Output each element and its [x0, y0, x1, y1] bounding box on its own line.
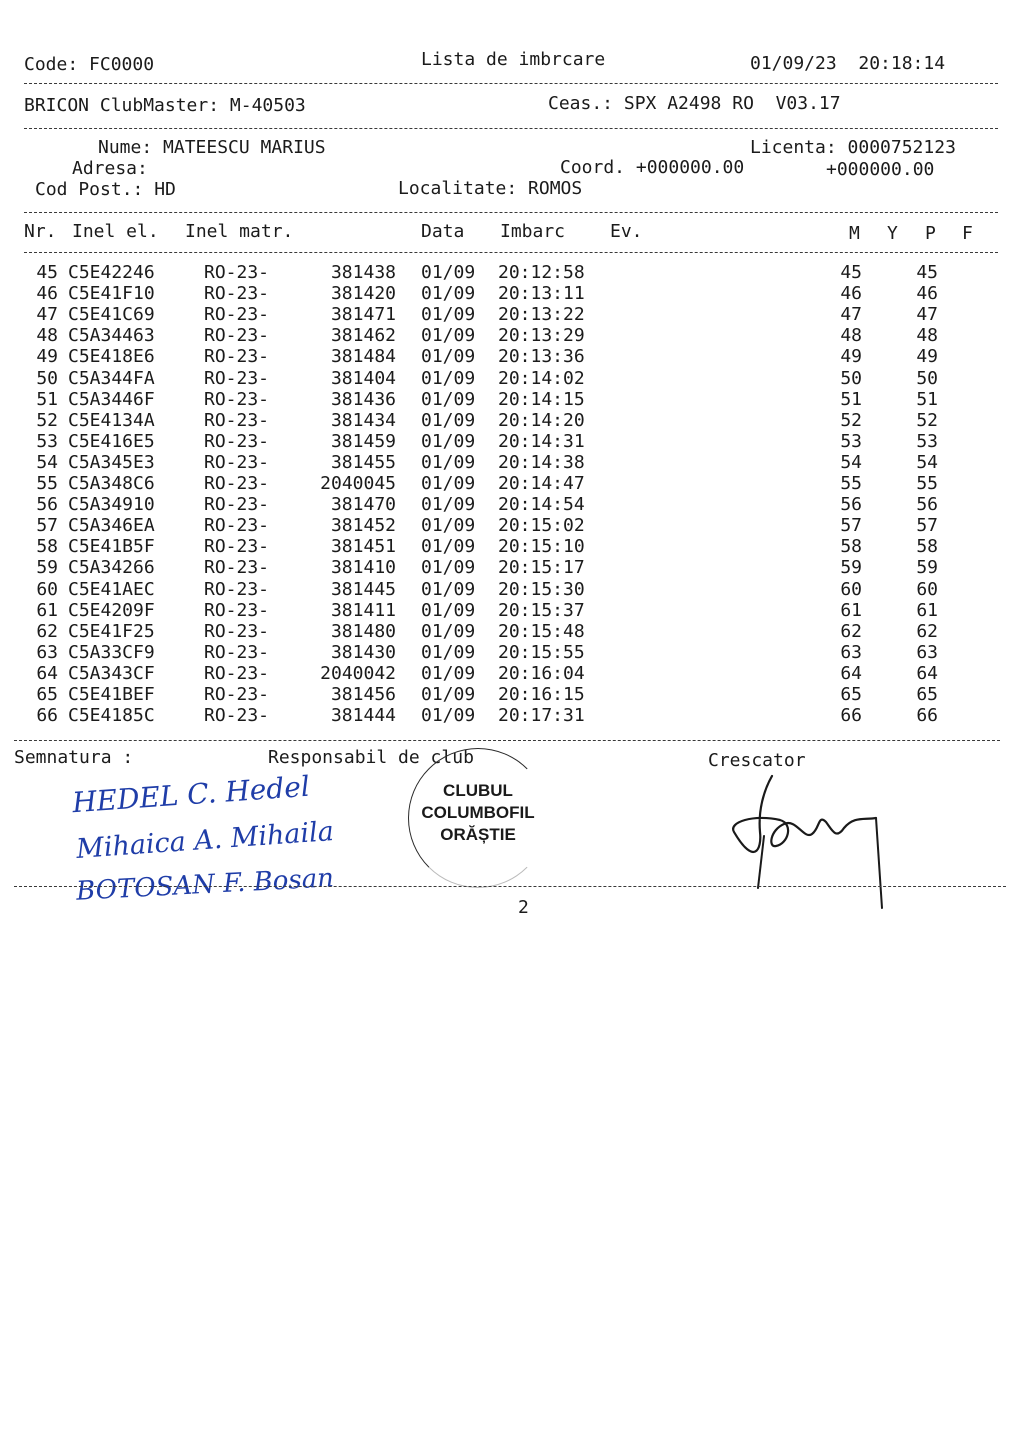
cell-m: 49	[840, 346, 862, 368]
cell-time: 20:12:58	[498, 262, 585, 283]
cell-p: 49	[916, 346, 938, 368]
cell-date: 01/09	[421, 262, 476, 283]
table-row	[0, 705, 1024, 726]
cell-el: C5A344FA	[68, 367, 155, 389]
col-data: Data	[421, 221, 465, 242]
cell-time: 20:16:15	[498, 684, 585, 705]
table-row	[0, 325, 1024, 346]
table-row	[0, 262, 1024, 283]
cell-pre: RO-23-	[204, 409, 270, 431]
cell-pre: RO-23-	[204, 494, 270, 516]
cell-date: 01/09	[421, 388, 476, 410]
cell-matr: 381480	[330, 620, 396, 642]
cell-pre: RO-23-	[204, 578, 270, 600]
cell-time: 20:16:04	[498, 662, 585, 684]
cell-m: 65	[840, 684, 862, 705]
cell-matr: 381484	[330, 346, 396, 368]
owner-postal-code: Cod Post.: HD	[35, 179, 176, 200]
stamp-line: COLUMBOFIL	[421, 803, 535, 822]
cell-date: 01/09	[421, 620, 476, 642]
table-row	[0, 579, 1024, 600]
divider	[24, 128, 998, 129]
col-imbarc: Imbarc	[500, 221, 566, 242]
cell-el: C5E42246	[68, 262, 155, 283]
cell-nr: 65	[36, 684, 58, 705]
cell-nr: 47	[36, 304, 58, 326]
cell-nr: 49	[36, 346, 58, 368]
cell-pre: RO-23-	[204, 325, 270, 347]
cell-pre: RO-23-	[204, 430, 270, 452]
cell-m: 61	[840, 599, 862, 621]
cell-time: 20:15:17	[498, 557, 585, 579]
col-m: M	[849, 223, 860, 244]
cell-nr: 48	[36, 325, 58, 347]
cell-p: 63	[916, 641, 938, 663]
cell-p: 52	[916, 409, 938, 431]
cell-matr: 381430	[330, 641, 396, 663]
divider	[24, 83, 998, 84]
table-row	[0, 515, 1024, 536]
cell-pre: RO-23-	[204, 662, 270, 684]
cell-p: 55	[916, 473, 938, 494]
table-row	[0, 663, 1024, 684]
cell-date: 01/09	[421, 515, 476, 537]
cell-matr: 381452	[330, 515, 396, 537]
cell-time: 20:14:20	[498, 409, 585, 431]
cell-el: C5A345E3	[68, 451, 155, 473]
table-row	[0, 557, 1024, 578]
cell-p: 45	[916, 262, 938, 283]
cell-time: 20:14:31	[498, 430, 585, 452]
cell-matr: 381445	[330, 578, 396, 600]
cell-date: 01/09	[421, 536, 476, 558]
cell-nr: 53	[36, 430, 58, 452]
cell-date: 01/09	[421, 367, 476, 389]
cell-matr: 381470	[330, 494, 396, 516]
cell-time: 20:13:36	[498, 346, 585, 368]
cell-time: 20:14:02	[498, 367, 585, 389]
cell-nr: 54	[36, 451, 58, 473]
cell-m: 47	[840, 304, 862, 326]
cell-nr: 62	[36, 620, 58, 642]
divider	[24, 252, 998, 253]
signature-label: Semnatura :	[14, 747, 134, 768]
cell-pre: RO-23-	[204, 536, 270, 558]
cell-p: 62	[916, 620, 938, 642]
col-y: Y	[887, 223, 898, 244]
cell-p: 58	[916, 536, 938, 558]
divider	[14, 886, 1006, 887]
cell-pre: RO-23-	[204, 557, 270, 579]
cell-pre: RO-23-	[204, 367, 270, 389]
cell-matr: 381436	[330, 388, 396, 410]
handwritten-signature: HEDEL C. Hedel	[71, 769, 311, 820]
divider	[24, 212, 998, 213]
cell-el: C5A348C6	[68, 473, 155, 494]
cell-nr: 46	[36, 283, 58, 305]
cell-pre: RO-23-	[204, 641, 270, 663]
cell-m: 54	[840, 451, 862, 473]
cell-el: C5A3446F	[68, 388, 155, 410]
cell-el: C5E41BEF	[68, 684, 155, 705]
cell-time: 20:15:48	[498, 620, 585, 642]
document-title: Lista de imbrcare	[421, 49, 606, 70]
cell-nr: 63	[36, 641, 58, 663]
cell-el: C5A34910	[68, 494, 155, 516]
cell-pre: RO-23-	[204, 684, 270, 705]
cell-m: 51	[840, 388, 862, 410]
cell-m: 62	[840, 620, 862, 642]
cell-el: C5E4134A	[68, 409, 155, 431]
col-nr: Nr.	[24, 221, 57, 242]
cell-matr: 2040042	[320, 662, 396, 684]
cell-p: 64	[916, 662, 938, 684]
cell-el: C5A33CF9	[68, 641, 155, 663]
cell-date: 01/09	[421, 684, 476, 705]
cell-m: 55	[840, 473, 862, 494]
cell-matr: 381455	[330, 451, 396, 473]
cell-matr: 381410	[330, 557, 396, 579]
owner-name: Nume: MATEESCU MARIUS	[98, 137, 326, 158]
code-label: Code: FC0000	[24, 54, 155, 75]
cell-matr: 381462	[330, 325, 396, 347]
cell-matr: 381434	[330, 409, 396, 431]
handwritten-signature: Mihaica A. Mihaila	[75, 816, 335, 865]
cell-matr: 381459	[330, 430, 396, 452]
cell-m: 66	[840, 705, 862, 727]
table-row	[0, 684, 1024, 705]
cell-m: 59	[840, 557, 862, 579]
cell-nr: 51	[36, 388, 58, 410]
cell-m: 52	[840, 409, 862, 431]
cell-el: C5E41F10	[68, 283, 155, 305]
cell-m: 60	[840, 578, 862, 600]
cell-m: 53	[840, 430, 862, 452]
cell-p: 60	[916, 578, 938, 600]
cell-nr: 45	[36, 262, 58, 283]
owner-license: Licenta: 0000752123	[750, 137, 956, 158]
cell-p: 57	[916, 515, 938, 537]
stamp-line: ORĂȘTIE	[440, 825, 516, 844]
cell-nr: 50	[36, 367, 58, 389]
owner-locality: Localitate: ROMOS	[398, 178, 583, 199]
cell-m: 46	[840, 283, 862, 305]
cell-el: C5E418E6	[68, 346, 155, 368]
table-row	[0, 346, 1024, 367]
cell-date: 01/09	[421, 451, 476, 473]
cell-time: 20:17:31	[498, 705, 585, 727]
cell-date: 01/09	[421, 409, 476, 431]
cell-el: C5E41F25	[68, 620, 155, 642]
table-row	[0, 621, 1024, 642]
col-ev: Ev.	[610, 221, 643, 242]
club-master: BRICON ClubMaster: M-40503	[24, 95, 306, 116]
cell-time: 20:14:38	[498, 451, 585, 473]
col-f: F	[962, 223, 973, 244]
cell-nr: 55	[36, 473, 58, 494]
table-row	[0, 473, 1024, 494]
cell-pre: RO-23-	[204, 515, 270, 537]
table-row	[0, 304, 1024, 325]
clock-info: Ceas.: SPX A2498 RO V03.17	[548, 93, 841, 114]
cell-el: C5E4209F	[68, 599, 155, 621]
col-inel-matr: Inel matr.	[185, 221, 294, 242]
cell-nr: 66	[36, 705, 58, 727]
cell-time: 20:13:22	[498, 304, 585, 326]
col-p: P	[925, 223, 936, 244]
table-row	[0, 642, 1024, 663]
cell-pre: RO-23-	[204, 346, 270, 368]
breeder-label: Crescator	[708, 750, 806, 771]
cell-m: 48	[840, 325, 862, 347]
cell-matr: 381438	[330, 262, 396, 283]
cell-el: C5A343CF	[68, 662, 155, 684]
cell-pre: RO-23-	[204, 388, 270, 410]
cell-time: 20:14:15	[498, 388, 585, 410]
cell-nr: 57	[36, 515, 58, 537]
cell-m: 45	[840, 262, 862, 283]
cell-date: 01/09	[421, 578, 476, 600]
cell-pre: RO-23-	[204, 599, 270, 621]
table-row	[0, 600, 1024, 621]
cell-el: C5E41AEC	[68, 578, 155, 600]
cell-p: 66	[916, 705, 938, 727]
page-number: 2	[518, 897, 529, 918]
cell-pre: RO-23-	[204, 283, 270, 305]
cell-p: 65	[916, 684, 938, 705]
cell-matr: 381404	[330, 367, 396, 389]
cell-pre: RO-23-	[204, 705, 270, 727]
handwritten-signature: BOTOSAN F. Bosan	[75, 863, 335, 907]
cell-date: 01/09	[421, 325, 476, 347]
owner-coord-2: +000000.00	[826, 159, 935, 180]
cell-matr: 381444	[330, 705, 396, 727]
cell-p: 48	[916, 325, 938, 347]
cell-matr: 381451	[330, 536, 396, 558]
cell-p: 51	[916, 388, 938, 410]
cell-p: 56	[916, 494, 938, 516]
divider	[14, 740, 1000, 741]
cell-nr: 52	[36, 409, 58, 431]
cell-el: C5E416E5	[68, 430, 155, 452]
cell-date: 01/09	[421, 304, 476, 326]
cell-el: C5A34266	[68, 557, 155, 579]
cell-time: 20:13:29	[498, 325, 585, 347]
breeder-signature	[724, 770, 894, 910]
cell-m: 58	[840, 536, 862, 558]
cell-time: 20:14:47	[498, 473, 585, 494]
cell-el: C5E4185C	[68, 705, 155, 727]
table-row	[0, 431, 1024, 452]
cell-m: 56	[840, 494, 862, 516]
col-inel-el: Inel el.	[72, 221, 159, 242]
cell-matr: 381456	[330, 684, 396, 705]
cell-nr: 61	[36, 599, 58, 621]
print-datetime: 01/09/23 20:18:14	[750, 53, 946, 74]
cell-date: 01/09	[421, 705, 476, 727]
cell-date: 01/09	[421, 641, 476, 663]
cell-el: C5E41C69	[68, 304, 155, 326]
cell-p: 54	[916, 451, 938, 473]
table-row	[0, 389, 1024, 410]
cell-time: 20:15:10	[498, 536, 585, 558]
cell-el: C5E41B5F	[68, 536, 155, 558]
cell-time: 20:15:55	[498, 641, 585, 663]
cell-nr: 59	[36, 557, 58, 579]
table-row	[0, 410, 1024, 431]
cell-date: 01/09	[421, 430, 476, 452]
cell-p: 47	[916, 304, 938, 326]
table-row	[0, 536, 1024, 557]
cell-date: 01/09	[421, 599, 476, 621]
table-row	[0, 368, 1024, 389]
cell-m: 57	[840, 515, 862, 537]
club-stamp	[408, 748, 548, 888]
cell-el: C5A346EA	[68, 515, 155, 537]
cell-date: 01/09	[421, 557, 476, 579]
cell-m: 64	[840, 662, 862, 684]
cell-matr: 381420	[330, 283, 396, 305]
cell-m: 50	[840, 367, 862, 389]
cell-nr: 64	[36, 662, 58, 684]
cell-p: 61	[916, 599, 938, 621]
stamp-line: CLUBUL	[443, 781, 513, 800]
cell-date: 01/09	[421, 662, 476, 684]
owner-coord: Coord. +000000.00	[560, 157, 745, 178]
cell-nr: 58	[36, 536, 58, 558]
table-row	[0, 494, 1024, 515]
cell-p: 50	[916, 367, 938, 389]
cell-time: 20:15:02	[498, 515, 585, 537]
cell-date: 01/09	[421, 473, 476, 494]
table-row	[0, 283, 1024, 304]
cell-m: 63	[840, 641, 862, 663]
cell-time: 20:14:54	[498, 494, 585, 516]
cell-p: 46	[916, 283, 938, 305]
owner-address: Adresa:	[72, 158, 148, 179]
cell-pre: RO-23-	[204, 473, 270, 494]
cell-p: 53	[916, 430, 938, 452]
cell-time: 20:13:11	[498, 283, 585, 305]
cell-date: 01/09	[421, 494, 476, 516]
cell-nr: 60	[36, 578, 58, 600]
cell-pre: RO-23-	[204, 304, 270, 326]
cell-date: 01/09	[421, 283, 476, 305]
cell-el: C5A34463	[68, 325, 155, 347]
cell-p: 59	[916, 557, 938, 579]
cell-pre: RO-23-	[204, 620, 270, 642]
cell-time: 20:15:30	[498, 578, 585, 600]
cell-matr: 381471	[330, 304, 396, 326]
cell-time: 20:15:37	[498, 599, 585, 621]
cell-matr: 2040045	[320, 473, 396, 494]
cell-pre: RO-23-	[204, 262, 270, 283]
cell-nr: 56	[36, 494, 58, 516]
cell-pre: RO-23-	[204, 451, 270, 473]
cell-date: 01/09	[421, 346, 476, 368]
club-responsible-label: Responsabil de club	[268, 747, 474, 768]
cell-matr: 381411	[330, 599, 396, 621]
table-row	[0, 452, 1024, 473]
